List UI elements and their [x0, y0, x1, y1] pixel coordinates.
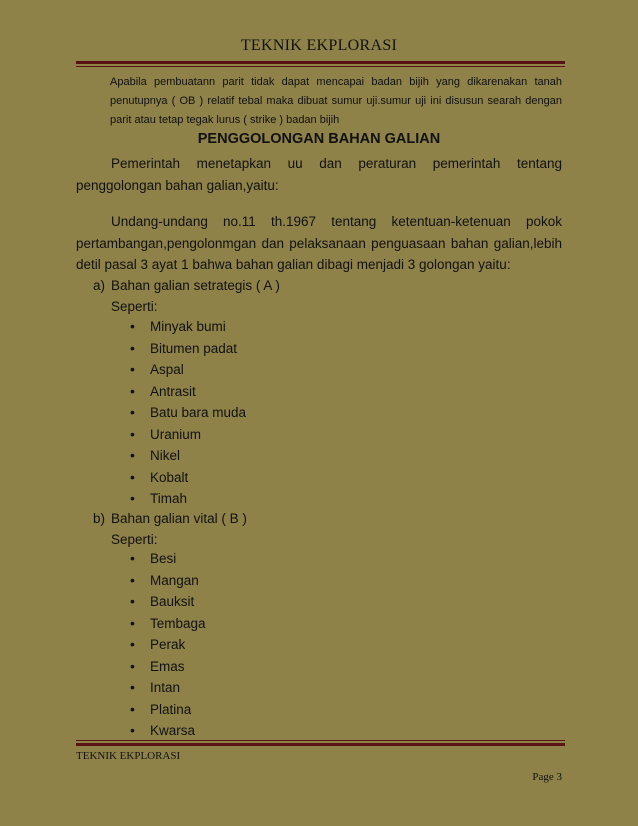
page-number: Page 3 — [532, 771, 562, 783]
footer-rule-thick — [76, 743, 565, 746]
bullet-icon: • — [130, 700, 135, 717]
header-title: TEKNIK EKPLORASI — [240, 37, 398, 54]
footer-title: TEKNIK EKPLORASI — [76, 750, 181, 762]
group-a-seperti: Seperti: — [111, 299, 158, 314]
list-item: • Platina — [130, 699, 206, 721]
header-rule-thick — [76, 61, 565, 64]
bullet-icon: • — [130, 571, 135, 588]
list-item: • Tembaga — [130, 613, 206, 635]
list-item: • Kobalt — [130, 467, 246, 489]
bullet-icon: • — [130, 339, 135, 356]
list-item: • Aspal — [130, 359, 246, 381]
list-item: • Emas — [130, 656, 206, 678]
bullet-icon: • — [130, 636, 135, 652]
section-heading: PENGGOLONGAN BAHAN GALIAN — [197, 131, 441, 147]
bullet-icon: • — [130, 447, 135, 463]
list-item: • Bitumen padat — [130, 338, 246, 360]
intro-paragraph: Apabila pembuatann parit tidak dapat mencapai badan bijih yang dikarenakan tanah penutupnya ( OB ) relatif tebal maka dibuat sumur uji.sumur uji ini disusun searah dengan parit atau tetap tegak lurus ( strike ) badan bijih — [110, 76, 562, 126]
list-item: • Mangan — [130, 570, 206, 592]
list-item: • Nikel — [130, 445, 246, 467]
bullet-icon: • — [130, 593, 135, 609]
group-a-marker: a) — [93, 278, 106, 293]
bullet-icon: • — [130, 361, 135, 377]
group-a-label — [93, 275, 280, 296]
bullet-icon: • — [130, 404, 135, 420]
footer-rule-thin — [76, 740, 565, 741]
group-a-title: Bahan galian setrategis ( A ) — [111, 278, 280, 293]
list-item: • Bauksit — [130, 591, 206, 613]
header-rule-thin — [76, 66, 565, 67]
paragraph-2: Undang-undang no.11 th.1967 tentang ketentuan-ketenuan pokok pertambangan,pengolonmgan dan pelaksanaan penguasaan bahan galian,lebih detil pasal 3 ayat 1 bahwa bahan galian dibagi menjadi 3 golongan yaitu: — [76, 214, 562, 272]
bullet-icon: • — [130, 550, 135, 566]
group-b-seperti: Seperti: — [111, 532, 158, 547]
bullet-icon: • — [130, 614, 135, 631]
bullet-icon: • — [130, 490, 135, 506]
group-b-marker: b) — [93, 511, 106, 526]
list-item: • Kwarsa — [130, 720, 206, 742]
group-b-label — [93, 508, 247, 529]
group-a-list — [130, 316, 246, 510]
list-item: • Antrasit — [130, 381, 246, 403]
list-item: • Timah — [130, 488, 246, 510]
bullet-icon: • — [130, 468, 135, 485]
paragraph-1: Pemerintah menetapkan uu dan peraturan pemerintah tentang penggolongan bahan galian,yaitu: — [76, 156, 562, 193]
list-item: • Perak — [130, 634, 206, 656]
bullet-icon: • — [130, 425, 135, 442]
list-item: • Intan — [130, 677, 206, 699]
list-item: • Besi — [130, 548, 206, 570]
bullet-icon: • — [130, 722, 135, 738]
list-item: • Minyak bumi — [130, 316, 246, 338]
group-b-title: Bahan galian vital ( B ) — [111, 511, 247, 526]
bullet-icon: • — [130, 318, 135, 334]
bullet-icon: • — [130, 382, 135, 399]
bullet-icon: • — [130, 657, 135, 674]
list-item: • Batu bara muda — [130, 402, 246, 424]
group-b-list — [130, 548, 206, 742]
list-item: • Uranium — [130, 424, 246, 446]
bullet-icon: • — [130, 679, 135, 695]
